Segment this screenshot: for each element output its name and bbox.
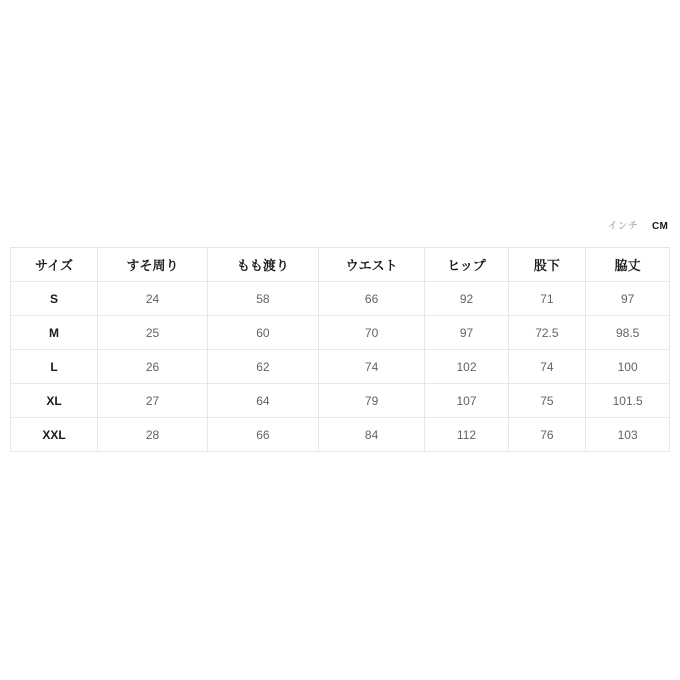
measurement-cell: 101.5 — [586, 384, 670, 418]
measurement-cell: 97 — [425, 316, 508, 350]
measurement-cell: 62 — [208, 350, 319, 384]
column-header-side-length: 脇丈 — [586, 248, 670, 282]
table-row-s — [11, 282, 670, 316]
column-header-waist: ウエスト — [318, 248, 425, 282]
measurement-cell: 60 — [208, 316, 319, 350]
measurement-cell: 70 — [318, 316, 425, 350]
measurement-cell: 74 — [318, 350, 425, 384]
measurement-cell: 103 — [586, 418, 670, 452]
measurement-cell: 98.5 — [586, 316, 670, 350]
measurement-cell: 74 — [508, 350, 586, 384]
unit-toggle — [10, 220, 670, 234]
measurement-cell: 27 — [97, 384, 207, 418]
unit-inch-button[interactable]: インチ — [607, 221, 639, 232]
column-header-size: サイズ — [11, 248, 98, 282]
measurement-cell: 112 — [425, 418, 508, 452]
measurement-cell: 102 — [425, 350, 508, 384]
measurement-cell: 66 — [318, 282, 425, 316]
measurement-cell: 97 — [586, 282, 670, 316]
measurement-cell: 58 — [208, 282, 319, 316]
size-chart-area — [10, 220, 670, 452]
column-header-inseam: 股下 — [508, 248, 586, 282]
column-header-thigh: もも渡り — [208, 248, 319, 282]
measurement-cell: 107 — [425, 384, 508, 418]
size-label-cell: M — [11, 316, 98, 350]
column-header-hip: ヒップ — [425, 248, 508, 282]
measurement-cell: 25 — [97, 316, 207, 350]
unit-cm-button[interactable]: CM — [652, 221, 668, 232]
measurement-cell: 100 — [586, 350, 670, 384]
measurement-cell: 28 — [97, 418, 207, 452]
measurement-cell: 76 — [508, 418, 586, 452]
measurement-cell: 92 — [425, 282, 508, 316]
measurement-cell: 64 — [208, 384, 319, 418]
measurement-cell: 72.5 — [508, 316, 586, 350]
column-header-hem: すそ周り — [97, 248, 207, 282]
size-label-cell: S — [11, 282, 98, 316]
measurement-cell: 84 — [318, 418, 425, 452]
size-label-cell: XL — [11, 384, 98, 418]
measurement-cell: 79 — [318, 384, 425, 418]
table-row-l — [11, 350, 670, 384]
measurement-cell: 71 — [508, 282, 586, 316]
table-row-m — [11, 316, 670, 350]
header-row — [11, 248, 670, 282]
measurement-cell: 75 — [508, 384, 586, 418]
size-label-cell: L — [11, 350, 98, 384]
measurement-cell: 24 — [97, 282, 207, 316]
size-label-cell: XXL — [11, 418, 98, 452]
size-chart-table — [10, 247, 670, 452]
table-row-xxl — [11, 418, 670, 452]
measurement-cell: 66 — [208, 418, 319, 452]
measurement-cell: 26 — [97, 350, 207, 384]
table-row-xl — [11, 384, 670, 418]
